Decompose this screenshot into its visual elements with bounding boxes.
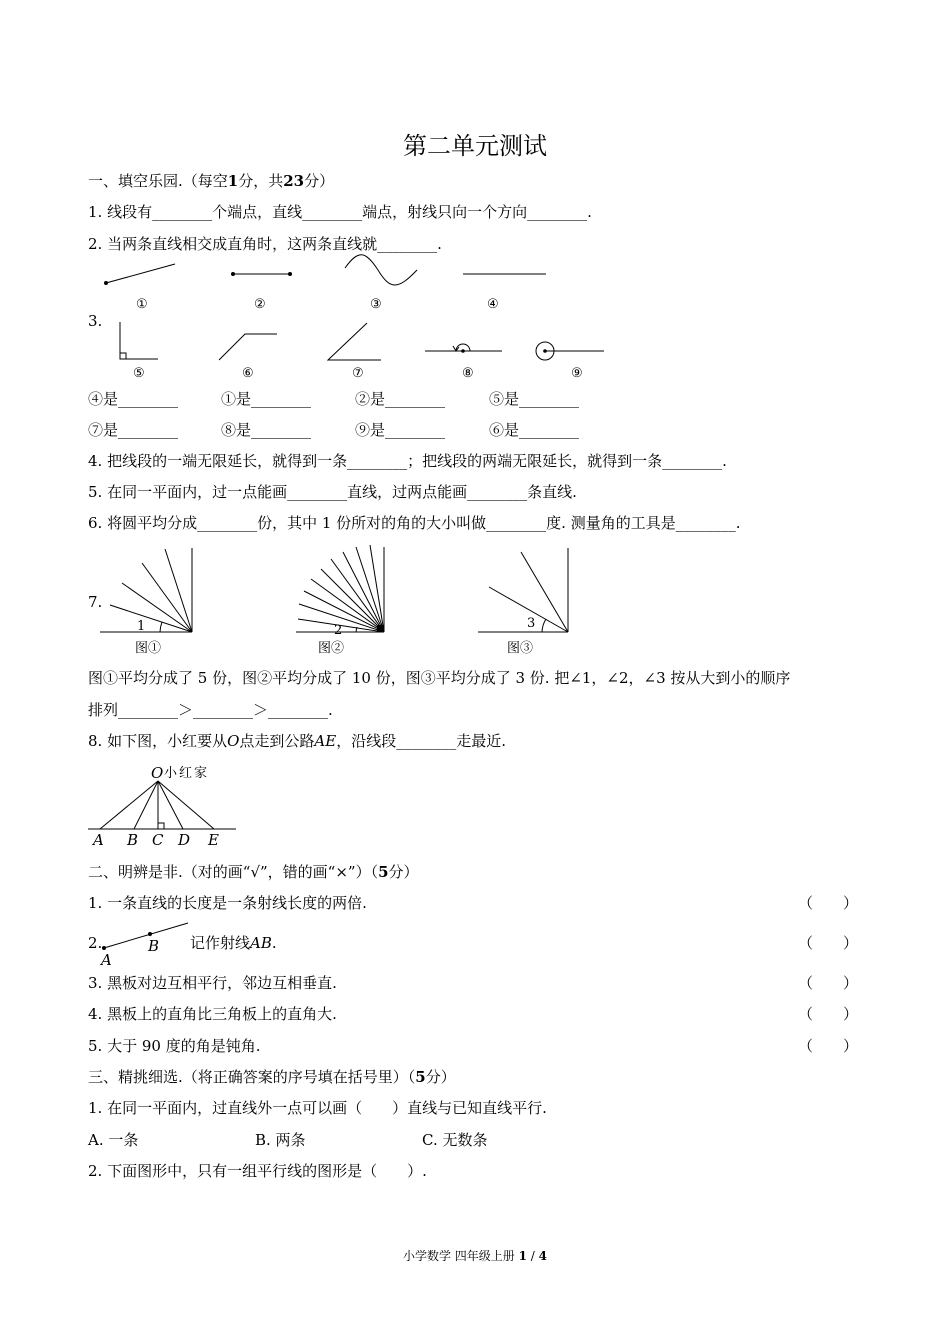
q8-point-e: E [208, 831, 219, 849]
q7-figure-2-caption: 图② [318, 641, 345, 656]
question-1-8-b: 点走到公路 [239, 732, 315, 750]
judge-2-point-a [102, 946, 106, 950]
answer-row-b-3: ⑨是________ [355, 421, 446, 439]
choice-option-b: B. 两条 [255, 1131, 306, 1149]
question-1-7-text: 图①平均分成了 5 份，图②平均分成了 10 份，图③平均分成了 3 份. 把∠1，∠2，∠3 按从大到小的顺序 [88, 669, 791, 687]
q8-point-d: D [178, 831, 191, 849]
q8-home-label: 小红家 [164, 766, 210, 781]
q8-point-c: C [152, 831, 164, 849]
question-1-3-label: 3. [88, 312, 103, 330]
q8-point-o: O [151, 764, 164, 782]
answer-row-b-1: ⑦是________ [88, 421, 179, 439]
judge-2-label-a: A [101, 951, 112, 969]
section-2-heading-b: 分） [388, 863, 419, 881]
section-3-score: 5 [415, 1068, 426, 1086]
answer-row-b-4: ⑥是________ [489, 421, 580, 439]
judge-item-3: 3. 黑板对边互相平行，邻边互相垂直. [88, 974, 337, 992]
judge-bracket-1: （ ） [798, 894, 859, 912]
judge-item-1: 1. 一条直线的长度是一条射线长度的两倍. [88, 894, 367, 912]
section-1-heading-a: 一、填空乐园.（每空 [88, 172, 228, 190]
judge-bracket-5: （ ） [798, 1037, 859, 1055]
judge-item-2-num: 2. [88, 934, 103, 952]
fig-label-4: ④ [487, 297, 499, 312]
question-1-5: 5. 在同一平面内，过一点能画________直线，过两点能画________条直线. [88, 483, 577, 501]
fig-label-7: ⑦ [352, 366, 364, 381]
q8-point-a: A [93, 831, 104, 849]
question-1-8-c: ，沿线段________走最近. [336, 732, 506, 750]
fig-label-6: ⑥ [242, 366, 254, 381]
question-1-2: 2. 当两条直线相交成直角时，这两条直线就________. [88, 235, 442, 253]
answer-row-a-1: ④是________ [88, 390, 179, 408]
judge-2-ray [104, 923, 188, 948]
q7-figure-1-caption: 图① [135, 641, 162, 656]
section-2-heading-a: 二、明辨是非.（对的画“√”，错的画“×”）（ [88, 863, 379, 881]
question-1-8-point-o: O [227, 732, 240, 750]
section-3-heading-a: 三、精挑细选.（将正确答案的序号填在括号里）（ [88, 1068, 416, 1086]
fig-label-3: ③ [370, 297, 382, 312]
fig-label-9: ⑨ [571, 366, 583, 381]
answer-row-a-4: ⑤是________ [489, 390, 580, 408]
fig-label-8: ⑧ [462, 366, 474, 381]
section-1-heading-c: 分） [304, 172, 335, 190]
judge-bracket-3: （ ） [798, 974, 859, 992]
judge-2-ab: AB [250, 934, 272, 952]
question-1-6: 6. 将圆平均分成________份，其中 1 份所对的角的大小叫做________度. 测量角的工具是________. [88, 514, 741, 532]
judge-bracket-4: （ ） [798, 1005, 859, 1023]
question-1-8-a: 8. 如下图，小红要从 [88, 732, 228, 750]
section-2-score: 5 [378, 863, 389, 881]
question-1-1: 1. 线段有________个端点，直线________端点，射线只向一个方向________. [88, 203, 592, 221]
fig-label-5: ⑤ [133, 366, 145, 381]
judge-2-dot: . [271, 934, 277, 952]
judge-2-text: 记作射线 [190, 934, 251, 952]
footer-sep: / [530, 1249, 535, 1263]
judge-item-2-text [190, 934, 277, 952]
page-footer [0, 1247, 950, 1264]
question-1-4: 4. 把线段的一端无限延长，就得到一条________；把线段的两端无限延长，就得到一条________. [88, 452, 727, 470]
answer-row-a-3: ②是________ [355, 390, 446, 408]
choice-option-a: A. 一条 [88, 1131, 139, 1149]
judge-2-point-b [148, 932, 152, 936]
section-3-heading [88, 1068, 456, 1086]
question-1-8-road: AE [314, 732, 337, 750]
fig-label-2: ② [254, 297, 266, 312]
answer-row-b-2: ⑧是________ [221, 421, 312, 439]
section-1-score: 1 [227, 172, 239, 190]
choice-item-2: 2. 下面图形中，只有一组平行线的图形是（ ）. [88, 1162, 427, 1180]
section-3-heading-b: 分） [425, 1068, 456, 1086]
page-title: 第二单元测试 [403, 132, 547, 160]
q7-angle-2: 2 [334, 623, 343, 638]
choice-item-1: 1. 在同一平面内，过直线外一点可以画（ ）直线与已知直线平行. [88, 1099, 547, 1117]
q7-angle-3: 3 [527, 616, 536, 631]
q7-angle-1: 1 [137, 619, 146, 634]
section-1-total: 23 [283, 172, 305, 190]
judge-bracket-2: （ ） [798, 934, 859, 952]
section-1-heading-b: 分，共 [238, 172, 284, 190]
judge-item-5: 5. 大于 90 度的角是钝角. [88, 1037, 261, 1055]
choice-option-c: C. 无数条 [422, 1131, 488, 1149]
q8-point-b: B [127, 831, 139, 849]
judge-2-label-b: B [148, 937, 160, 955]
footer-page: 1 [518, 1249, 527, 1263]
question-1-7-label: 7. [88, 593, 103, 611]
q7-figure-3-caption: 图③ [507, 641, 534, 656]
footer-total: 4 [538, 1249, 548, 1263]
judge-item-4: 4. 黑板上的直角比三角板上的直角大. [88, 1005, 337, 1023]
answer-row-a-2: ①是________ [221, 390, 312, 408]
question-1-7-order: 排列________＞________＞________. [88, 701, 333, 719]
fig-label-1: ① [136, 297, 148, 312]
footer-text: 小学数学 四年级上册 [402, 1249, 515, 1263]
